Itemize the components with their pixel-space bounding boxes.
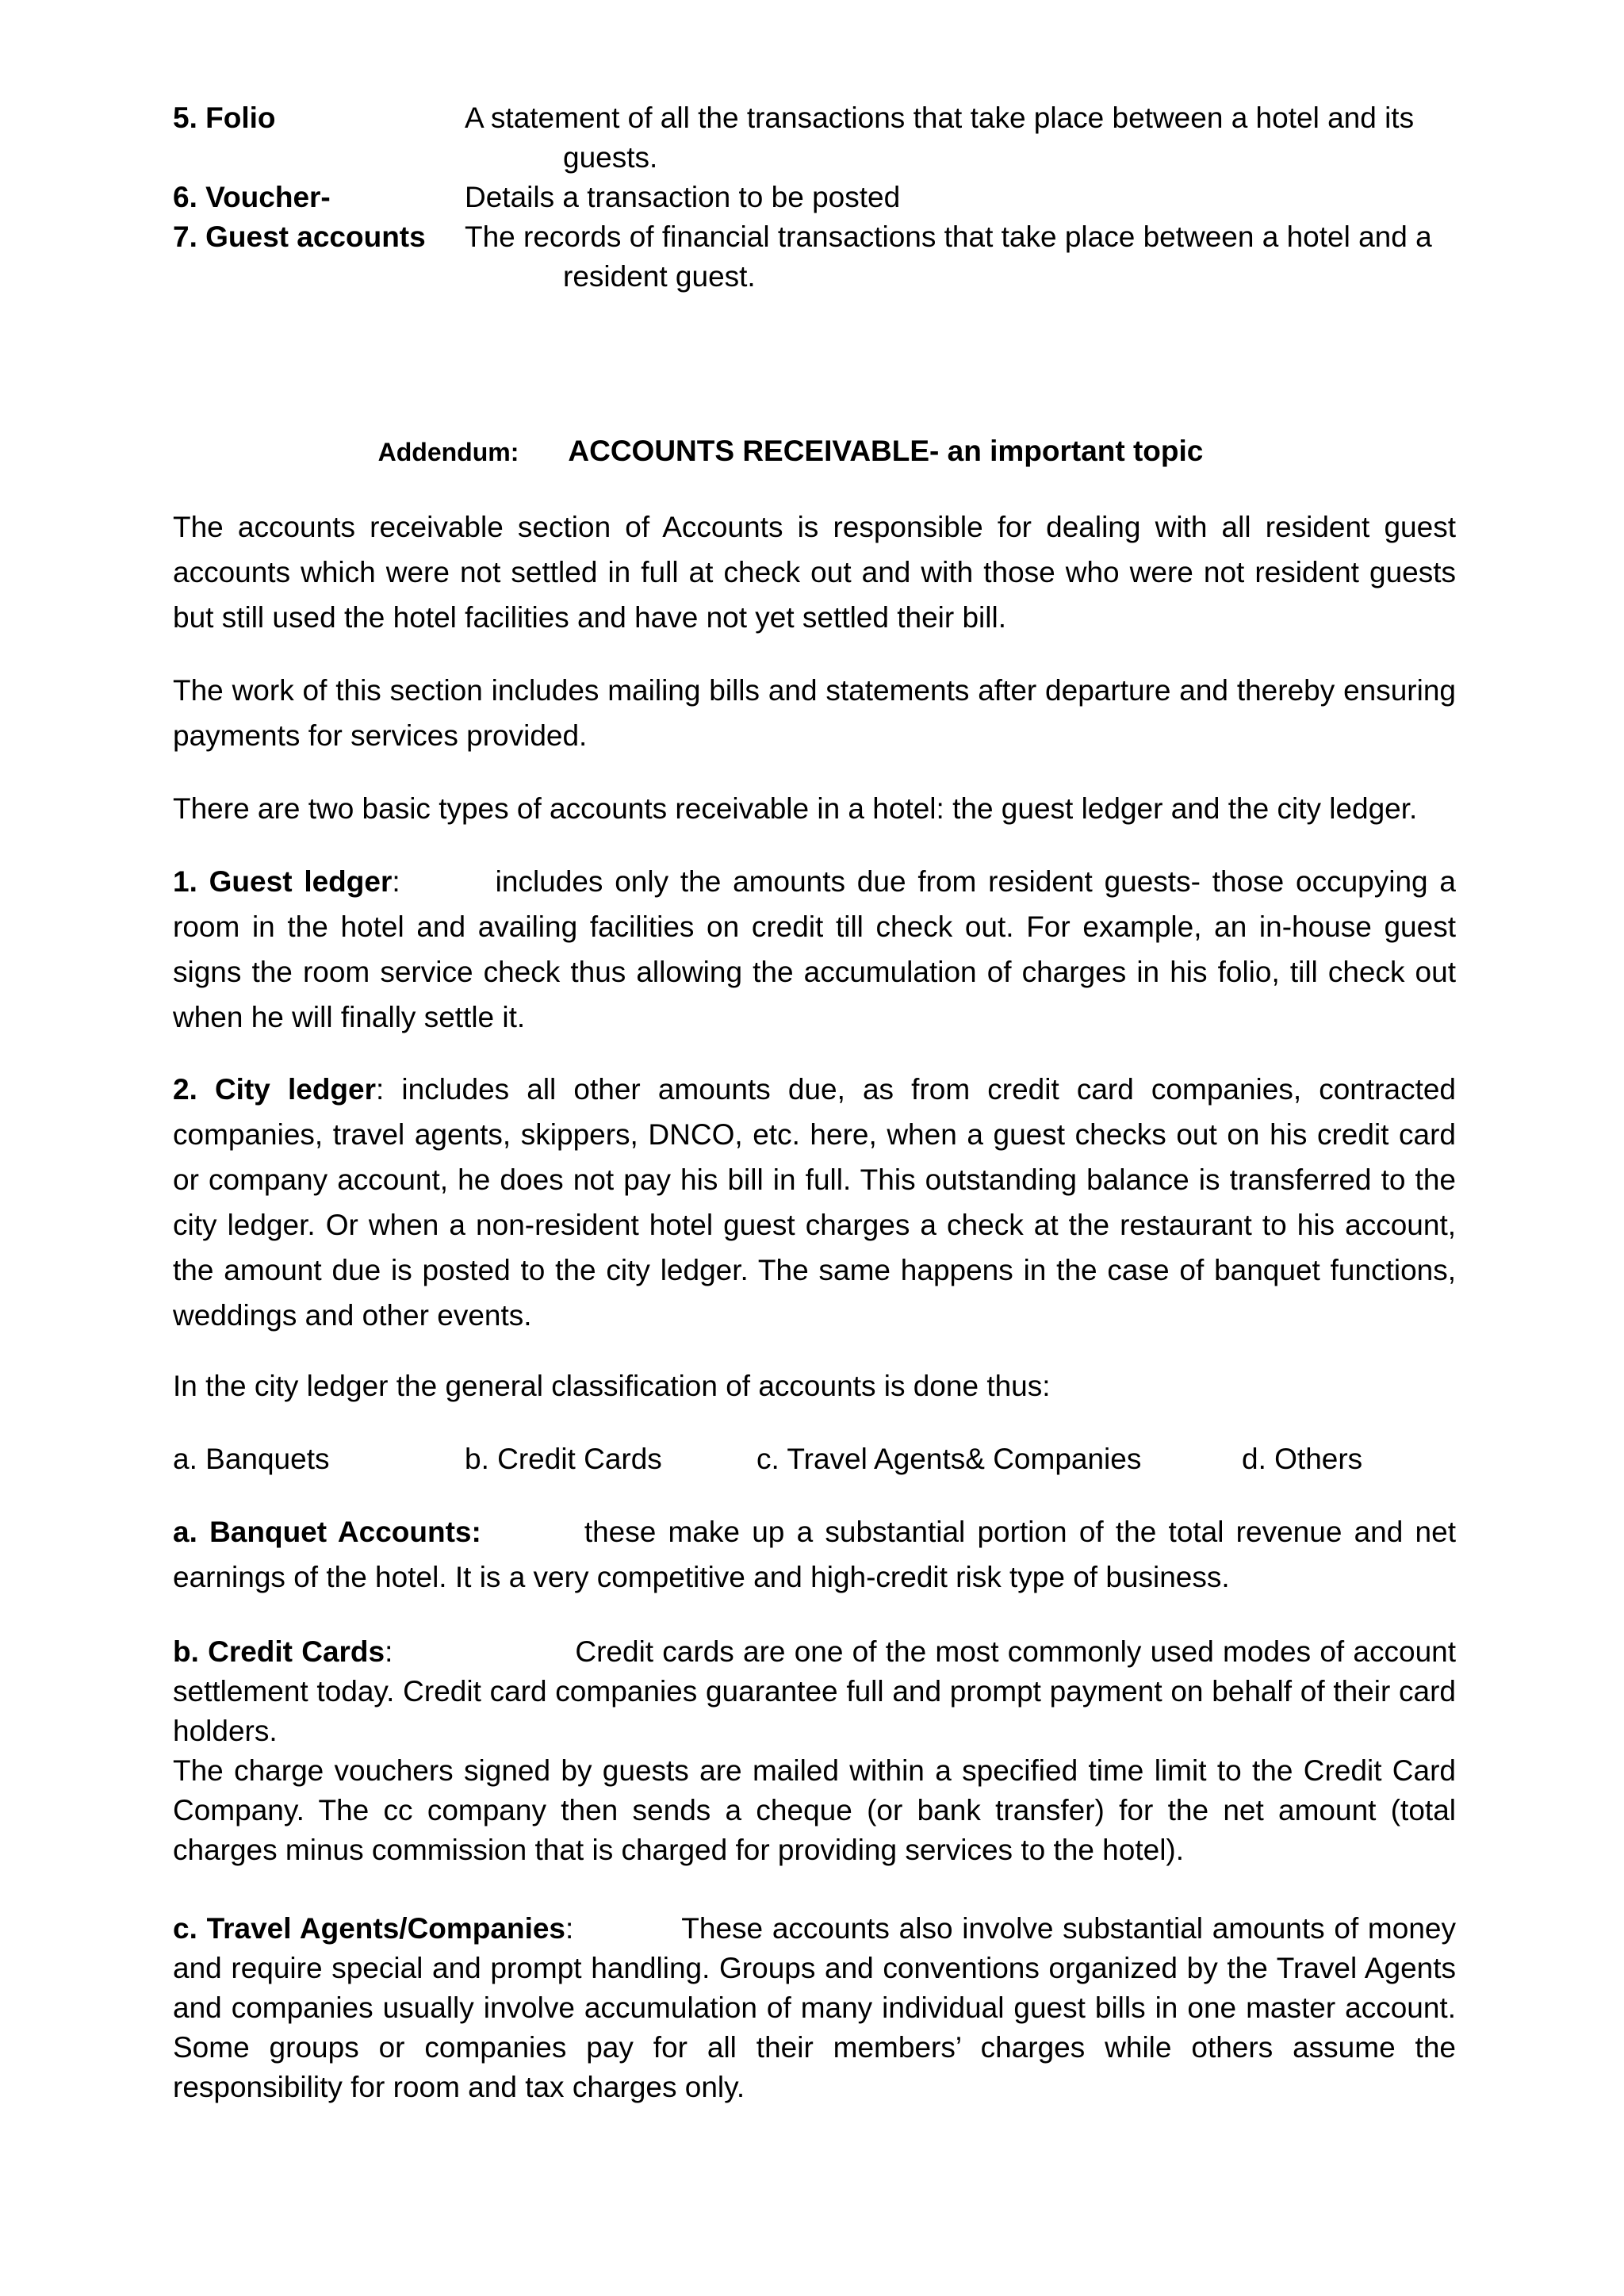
definition-line: The records of financial transactions that take place between a hotel and a: [465, 220, 1432, 253]
definition-line: Details a transaction to be posted: [465, 181, 901, 213]
classification-intro: In the city ledger the general classification of accounts is done thus:: [173, 1370, 1051, 1402]
intro-paragraph: The work of this section includes mailing bills and statements after departure and thereby ensuring payments for services provided.: [173, 674, 1456, 752]
credit-cards-paragraph: b. Credit Cards: Credit cards are one of the most commonly used modes of account settlement today. Credit card companies guarantee full and prompt payment on behalf of their card holders.: [173, 1635, 1457, 1747]
city-ledger-text: includes all other amounts due, as from credit card companies, contracted companies, travel agents, skippers, DNCO, etc. here, when a guest checks out on his credit card or company account, he does not pay his bill in full. This outstanding balance is transferred to the city ledger. Or when a non-resident hotel guest charges a check at the restaurant to his account, the amount due is posted to the city ledger. The same happens in the case of banquet functions, weddings and other events.: [173, 1073, 1456, 1332]
credit-cards-term: b. Credit Cards: [173, 1635, 385, 1668]
city-ledger-paragraph: 2. City ledger: includes all other amounts due, as from credit card companies, contracted companies, travel agents, skippers, DNCO, etc. here, when a guest checks out on his credit card or company account, he does not pay his bill in full. This outstanding balance is transferred to the city ledger. Or when a non-resident hotel guest charges a check at the restaurant to his account, the amount due is posted to the city ledger. The same happens in the case of banquet functions, weddings and other events.: [173, 1073, 1456, 1332]
guest-ledger-term: 1. Guest ledger: [173, 865, 393, 898]
category-item: c. Travel Agents& Companies: [756, 1443, 1142, 1475]
city-ledger-term: 2. City ledger: [173, 1073, 377, 1106]
guest-ledger-text: includes only the amounts due from resident guests- those occupying a room in the hotel and availing facilities on credit till check out. For example, an in-house guest signs the room service check thus allowing the accumulation of charges in his folio, till check out when he will finally settle it.: [173, 865, 1457, 1033]
addendum-title: ACCOUNTS RECEIVABLE- an important topic: [568, 435, 1204, 467]
category-item: a. Banquets: [173, 1443, 330, 1475]
definition-text: [465, 98, 1456, 178]
guest-ledger-paragraph: 1. Guest ledger: includes only the amounts due from resident guests- those occupying a room in the hotel and availing facilities on credit till check out. For example, an in-house guest signs the room service check thus allowing the accumulation of charges in his folio, till check out when he will finally settle it.: [173, 865, 1457, 1033]
definition-term: 6. Voucher-: [173, 181, 331, 213]
travel-agents-text: These accounts also involve substantial amounts of money and require special and prompt handling. Groups and conventions organized by the Travel Agents and companies usually involve accumulation of many individual guest bills in one master account. Some groups or companies pay for all their members’ charges while others assume the responsibility for room and tax charges only.: [173, 1912, 1456, 2103]
banquet-paragraph: [173, 1509, 1456, 1600]
category-item: b. Credit Cards: [465, 1443, 662, 1475]
credit-cards-text: Credit cards are one of the most commonly used modes of account settlement today. Credit card companies guarantee full and prompt payment on behalf of their card holders.: [173, 1635, 1457, 1747]
intro-paragraph: The accounts receivable section of Accounts is responsible for dealing with all resident guest accounts which were not settled in full at check out and with those who were not resident guests but still used the hotel facilities and have not yet settled their bill.: [173, 511, 1456, 634]
travel-agents-paragraph: c. Travel Agents/Companies: These accounts also involve substantial amounts of money and require special and prompt handling. Groups and conventions organized by the Travel Agents and companies usually involve accumulation of many individual guest bills in one master account. Some groups or companies pay for all their members’ charges while others assume the responsibility for room and tax charges only.: [173, 1912, 1456, 2103]
banquet-text: these make up a substantial portion of the total revenue and net earnings of the hotel. It is a very competitive and high-credit risk type of business.: [173, 1516, 1456, 1593]
banquet-term: a. Banquet Accounts:: [173, 1516, 481, 1548]
credit-cards-paragraph-2: The charge vouchers signed by guests are mailed within a specified time limit to the Credit Card Company. The cc company then sends a cheque (or bank transfer) for the net amount (total charges minus commission that is charged for providing services to the hotel).: [173, 1754, 1456, 1866]
category-item: d. Others: [1242, 1443, 1363, 1475]
definition-text: [465, 217, 1456, 297]
definition-continuation: resident guest.: [563, 260, 756, 293]
intro-paragraph: There are two basic types of accounts receivable in a hotel: the guest ledger and the city ledger.: [173, 792, 1418, 825]
definition-text: [465, 178, 1456, 217]
travel-agents-term: c. Travel Agents/Companies: [173, 1912, 566, 1945]
definition-term: 7. Guest accounts: [173, 220, 426, 253]
definition-line: A statement of all the transactions that take place between a hotel and its: [465, 102, 1415, 134]
addendum-heading: [173, 435, 1456, 468]
definition-term: 5. Folio: [173, 102, 276, 134]
addendum-label: Addendum:: [377, 438, 519, 466]
credit-cards-section: [173, 1632, 1456, 1870]
definition-continuation: guests.: [563, 141, 658, 174]
